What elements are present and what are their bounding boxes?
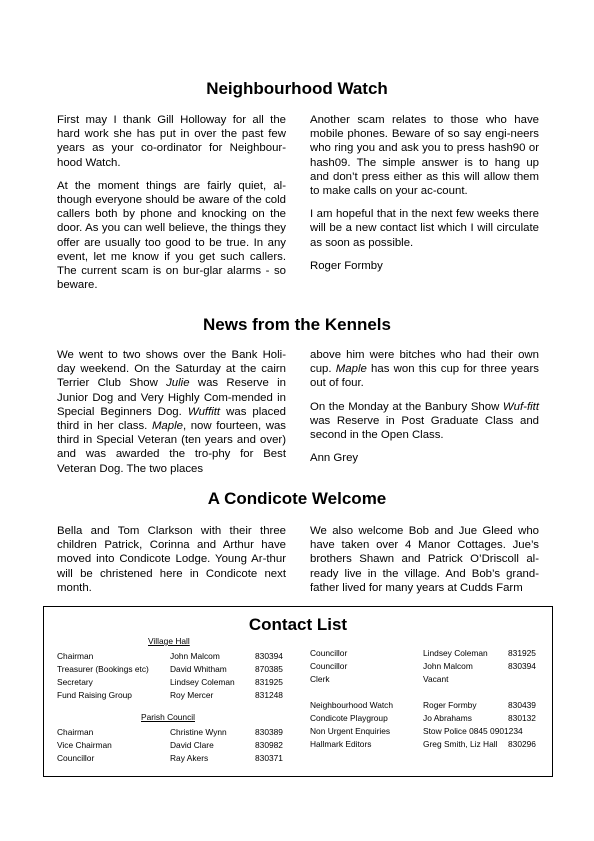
contact-role: Treasurer (Bookings etc) xyxy=(57,664,149,674)
signature: Ann Grey xyxy=(310,452,359,465)
contact-name: David Whitham xyxy=(170,664,227,674)
contact-phone: 830982 xyxy=(255,740,283,750)
neighbourhood-watch-title: Neighbourhood Watch xyxy=(206,79,388,98)
contact-role: Vice Chairman xyxy=(57,740,112,750)
contact-phone: 830439 xyxy=(508,700,536,710)
paragraph: We went to two shows over the Bank Holi-day weekend. On the Saturday at the cairn Terrier Club Show Julie was Reserve in Junior Dog and Very Highly Com-mended in Special Beginners Dog. Wuffitt was placed third in her class. Maple, now fourteen, was third in Special Veteran (ten years and over) and was awarded the tro-phy for Best Veteran Dog. The two places xyxy=(57,349,286,475)
contact-list-box xyxy=(43,606,553,777)
paragraph: Another scam relates to those who have mobile phones. Beware of so say engi-neers who ring you and ask you to press hash90 or hash09. The simple answer is to hang up and don’t press either as this will allow them to make calls on your ac-count. xyxy=(310,114,539,198)
contact-phone: 830394 xyxy=(255,651,283,661)
contact-phone: 870385 xyxy=(255,664,283,674)
contact-name: Roger Formby xyxy=(423,700,477,710)
contact-role: Hallmark Editors xyxy=(310,739,372,749)
contact-role: Councillor xyxy=(57,753,95,763)
contact-phone: 830389 xyxy=(255,727,283,737)
contact-name: Lindsey Coleman xyxy=(170,677,235,687)
contact-name: Ray Akers xyxy=(170,753,209,763)
contact-name: Roy Mercer xyxy=(170,690,214,700)
contact-name: Greg Smith, Liz Hall xyxy=(423,739,498,749)
contact-phone: 830132 xyxy=(508,713,536,723)
contact-role: Councillor xyxy=(310,648,348,658)
contact-role: Councillor xyxy=(310,661,348,671)
welcome-left-column xyxy=(57,524,286,604)
contact-role: Chairman xyxy=(57,727,94,737)
paragraph: We also welcome Bob and Jue Gleed who have taken over 4 Manor Cottages. Jue’s brothers Shawn and Patrick O’Driscoll al-ready live in the village. And Bob’s grand-father lived for many years at Cudds Farm xyxy=(310,525,539,594)
contact-name: Lindsey Coleman xyxy=(423,648,488,658)
neighbourhood-watch-left-column xyxy=(57,113,286,301)
contact-name: John Malcom xyxy=(423,661,473,671)
contact-role: Secretary xyxy=(57,677,93,687)
paragraph: Bella and Tom Clarkson with their three children Patrick, Corinna and Arthur have moved into Condicote Lodge. Young Ar-thur will be christened here in Condicote next month. xyxy=(57,525,286,594)
contact-role: Neighbourhood Watch xyxy=(310,700,394,710)
contact-name: David Clare xyxy=(170,740,214,750)
contact-role: Chairman xyxy=(57,651,94,661)
paragraph: At the moment things are fairly quiet, al-though everyone should be aware of the cold callers both by phone and knocking on the door. As you can well believe, the things they offer are usually too good to be true. In any event, let me know if you get such callers. The current scam is on bur-glar alarms - so beware. xyxy=(57,179,286,292)
contact-role: Clerk xyxy=(310,674,330,684)
paragraph: I am hopeful that in the next few weeks there will be a new contact list which I will circulate as soon as possible. xyxy=(310,208,539,249)
welcome-right-column xyxy=(310,524,539,604)
contact-phone: 830296 xyxy=(508,739,536,749)
contact-role: Fund Raising Group xyxy=(57,690,132,700)
contact-phone: 831925 xyxy=(508,648,536,658)
welcome-title: A Condicote Welcome xyxy=(207,489,387,508)
contact-name: John Malcom xyxy=(170,651,220,661)
paragraph: above him were bitches who had their own cup. Maple has won this cup for three years out of four. xyxy=(310,349,539,390)
contact-phone: 831248 xyxy=(255,690,283,700)
contact-phone: 830371 xyxy=(255,753,283,763)
contact-role: Condicote Playgroup xyxy=(310,713,388,723)
signature: Roger Formby xyxy=(310,259,383,272)
kennels-right-column xyxy=(310,348,539,474)
contact-phone: 831925 xyxy=(255,677,283,687)
kennels-left-column xyxy=(57,348,286,485)
contact-name: Christine Wynn xyxy=(170,727,227,737)
parish-council-heading: Parish Council xyxy=(141,712,195,722)
kennels-title: News from the Kennels xyxy=(203,315,391,334)
contact-phone: 830394 xyxy=(508,661,536,671)
neighbourhood-watch-right-column xyxy=(310,113,539,282)
contact-role: Non Urgent Enquiries xyxy=(310,726,391,736)
contact-name: Vacant xyxy=(423,674,449,684)
village-hall-heading: Village Hall xyxy=(148,636,190,646)
paragraph: First may I thank Gill Holloway for all the hard work she has put in over the past few years as your co-ordinator for Neighbour-hood Watch. xyxy=(57,114,286,169)
contact-list-title: Contact List xyxy=(248,615,348,634)
paragraph: On the Monday at the Banbury Show Wuf-fitt was Reserve in Post Graduate Class and second in the Open Class. xyxy=(310,400,539,442)
contact-name: Stow Police 0845 0901234 xyxy=(423,726,523,736)
contact-name: Jo Abrahams xyxy=(423,713,472,723)
